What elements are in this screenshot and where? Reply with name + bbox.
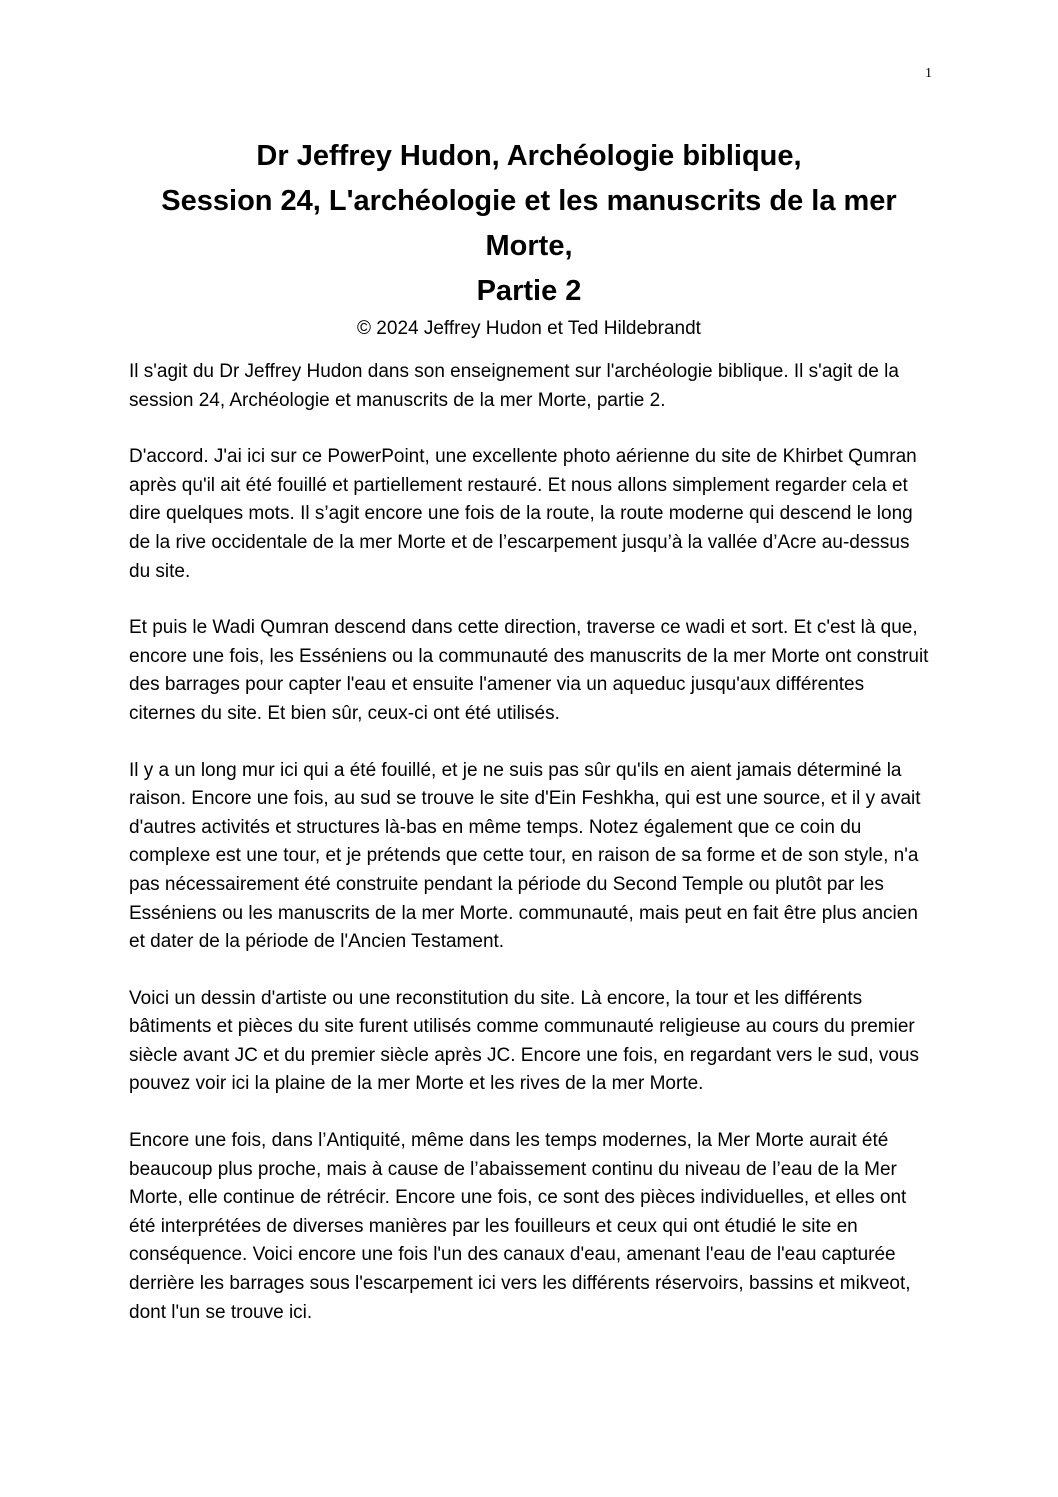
page-number: 1 <box>925 66 932 81</box>
paragraph: Encore une fois, dans l’Antiquité, même dans les temps modernes, la Mer Morte aurait été beaucoup plus proche, mais à cause de l’abaissement continu du niveau de l’eau de la Mer Morte, elle continue de rétrécir. Encore une fois, ce sont des pièces individuelles, et elles ont été interprétées de diverses manières par les fouilleurs et ceux qui ont étudié le site en conséquence. Voici encore une fois l'un des canaux d'eau, amenant l'eau de l'eau capturée derrière les barrages sous l'escarpement ici vers les différents réservoirs, bassins et mikveot, dont l'un se trouve ici. <box>129 1130 911 1323</box>
title-line-2: Session 24, L'archéologie et les manuscrits de la mer <box>161 185 897 217</box>
copyright-notice: © 2024 Jeffrey Hudon et Ted Hildebrandt <box>357 318 701 339</box>
body-text <box>129 358 935 1355</box>
title-line-1: Dr Jeffrey Hudon, Archéologie biblique, <box>256 140 802 172</box>
title-line-3: Morte, <box>485 230 573 262</box>
document-title <box>100 134 958 342</box>
paragraph: Et puis le Wadi Qumran descend dans cette direction, traverse ce wadi et sort. Et c'est là que, encore une fois, les Esséniens ou la communauté des manuscrits de la mer Morte ont construit des barrages pour capter l'eau et ensuite l'amener via un aqueduc jusqu'aux différentes citernes du site. Et bien sûr, ceux-ci ont été utilisés. <box>129 617 929 724</box>
paragraph: Voici un dessin d'artiste ou une reconstitution du site. Là encore, la tour et les différents bâtiments et pièces du site furent utilisés comme communauté religieuse au cours du premier siècle avant JC et du premier siècle après JC. Encore une fois, en regardant vers le sud, vous pouvez voir ici la plaine de la mer Morte et les rives de la mer Morte. <box>129 987 919 1095</box>
paragraph: D'accord. J'ai ici sur ce PowerPoint, une excellente photo aérienne du site de Khirbet Qumran après qu'il ait été fouillé et partiellement restauré. Et nous allons simplement regarder cela et dire quelques mots. Il s’agit encore une fois de la route, la route moderne qui descend le long de la rive occidentale de la mer Morte et de l’escarpement jusqu’à la vallée d’Acre au-dessus du site. <box>129 446 917 582</box>
paragraph: Il y a un long mur ici qui a été fouillé, et je ne suis pas sûr qu'ils en aient jamais déterminé la raison. Encore une fois, au sud se trouve le site d'Ein Feshkha, qui est une source, et il y avait d'autres activités et structures là-bas en même temps. Notez également que ce coin du complexe est une tour, et je prétends que cette tour, en raison de sa forme et de son style, n'a pas nécessairement été construite pendant la période du Second Temple ou plutôt par les Esséniens ou les manuscrits de la mer Morte. communauté, mais peut en fait être plus ancien et dater de la période de l'Ancien Testament. <box>129 759 921 953</box>
title-line-4: Partie 2 <box>476 275 582 307</box>
paragraph: Il s'agit du Dr Jeffrey Hudon dans son enseignement sur l'archéologie biblique. Il s'agit de la session 24, Archéologie et manuscrits de la mer Morte, partie 2. <box>129 361 899 411</box>
